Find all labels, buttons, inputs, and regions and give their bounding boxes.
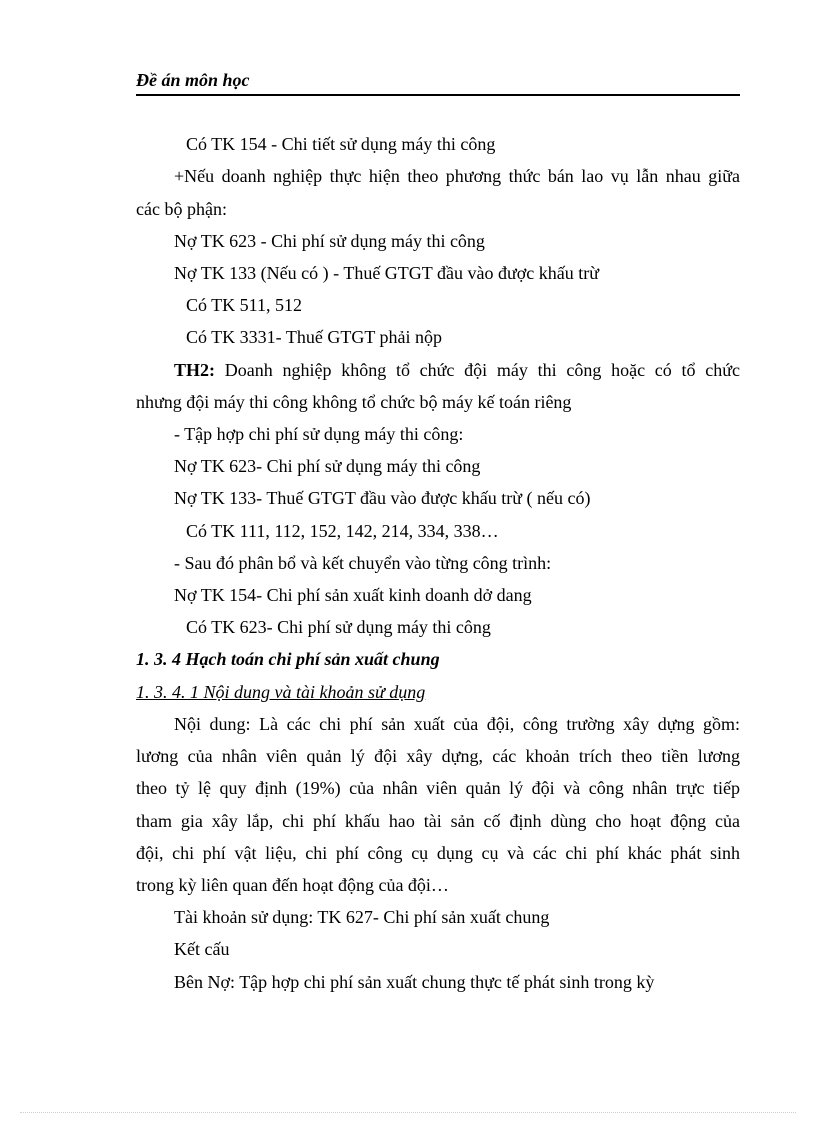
paragraph-line: trong kỳ liên quan đến hoạt động của đội… — [136, 875, 449, 895]
paragraph-line: Nội dung: Là các chi phí sản xuất của đội, công trường xây dựng gồm: — [174, 714, 740, 734]
paragraph-line: đội, chi phí vật liệu, chi phí công cụ dụng cụ và các chi phí khác phát sinh — [136, 843, 740, 863]
section-heading: 1. 3. 4 Hạch toán chi phí sản xuất chung — [136, 649, 440, 669]
text-line: - Tập hợp chi phí sử dụng máy thi công: — [174, 424, 464, 444]
text-line: Nợ TK 133- Thuế GTGT đầu vào được khấu trừ ( nếu có) — [174, 488, 591, 508]
subsection-heading: 1. 3. 4. 1 Nội dung và tài khoản sử dụng — [136, 682, 426, 702]
text-line: Nợ TK 623 - Chi phí sử dụng máy thi công — [174, 231, 485, 251]
case-text: Doanh nghiệp không tổ chức đội máy thi công hoặc có tổ chức — [215, 360, 740, 380]
paragraph-line: lương của nhân viên quản lý đội xây dựng, các khoản trích theo tiền lương — [136, 746, 740, 766]
text-line: Có TK 111, 112, 152, 142, 214, 334, 338… — [186, 521, 499, 541]
text-line: - Sau đó phân bổ và kết chuyển vào từng công trình: — [174, 553, 552, 573]
text-line: Bên Nợ: Tập hợp chi phí sản xuất chung thực tế phát sinh trong kỳ — [174, 972, 655, 992]
page-header — [136, 68, 740, 96]
text-line: Nợ TK 133 (Nếu có ) - Thuế GTGT đầu vào được khấu trừ — [174, 263, 599, 283]
text-line: +Nếu doanh nghiệp thực hiện theo phương thức bán lao vụ lẫn nhau giữa — [174, 166, 740, 186]
page-footer-divider — [20, 1112, 796, 1113]
text-line: Có TK 511, 512 — [186, 295, 303, 315]
text-line: Nợ TK 623- Chi phí sử dụng máy thi công — [174, 456, 481, 476]
text-line: Tài khoản sử dụng: TK 627- Chi phí sản xuất chung — [174, 907, 550, 927]
text-line: các bộ phận: — [136, 199, 227, 219]
text-line: Có TK 623- Chi phí sử dụng máy thi công — [186, 617, 491, 637]
paragraph-line: theo tỷ lệ quy định (19%) của nhân viên quản lý đội và công nhân trực tiếp — [136, 778, 740, 798]
case-label: TH2: — [174, 360, 216, 380]
text-line: Nợ TK 154- Chi phí sản xuất kinh doanh dở dang — [174, 585, 532, 605]
text-line: Có TK 154 - Chi tiết sử dụng máy thi công — [186, 134, 496, 154]
header-title: Đề án môn học — [136, 70, 250, 90]
text-line: Kết cấu — [174, 939, 230, 959]
text-line: nhưng đội máy thi công không tổ chức bộ máy kế toán riêng — [136, 392, 572, 412]
text-line — [174, 359, 740, 381]
text-line: Có TK 3331- Thuế GTGT phải nộp — [186, 327, 442, 347]
paragraph-line: tham gia xây lắp, chi phí khấu hao tài sản cố định dùng cho hoạt động của — [136, 811, 740, 831]
